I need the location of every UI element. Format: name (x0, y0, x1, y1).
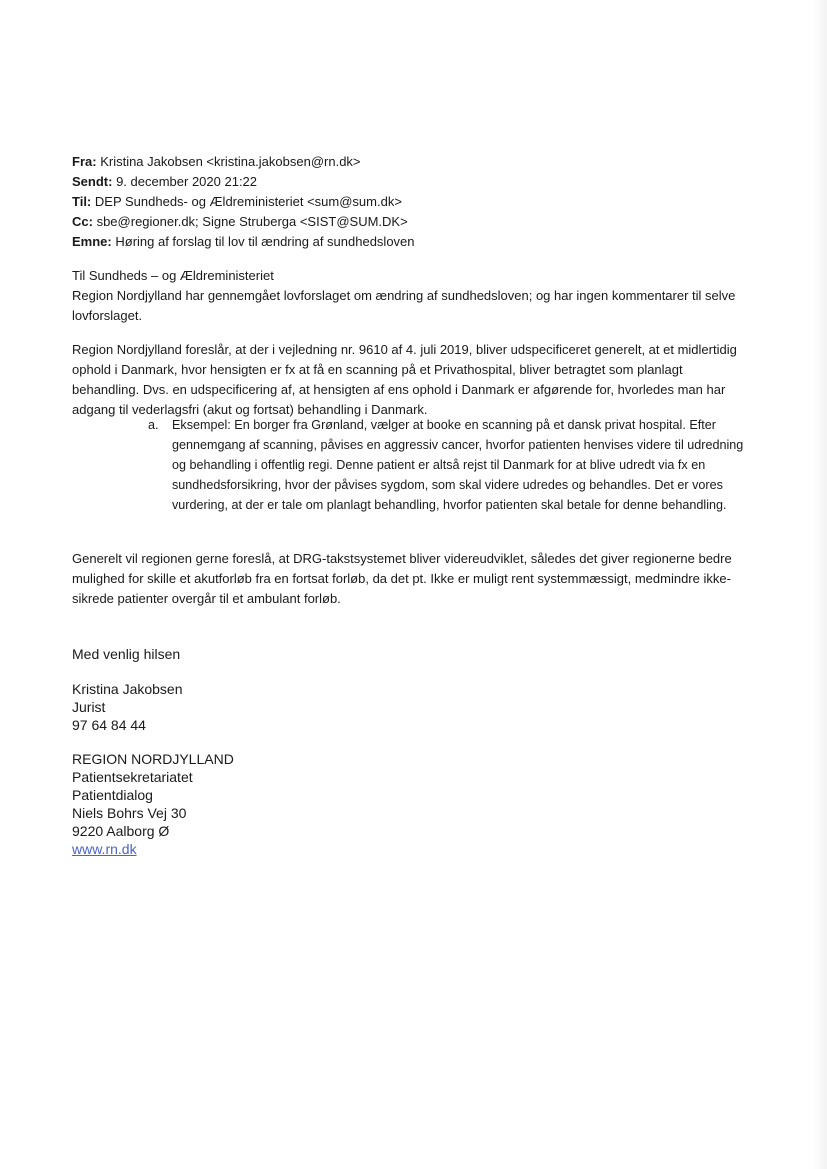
signature-org (72, 750, 234, 858)
sent-value: 9. december 2020 21:22 (116, 174, 258, 189)
scan-edge-shadow (813, 0, 827, 1169)
org-name: REGION NORDJYLLAND (72, 751, 234, 767)
signature-person (72, 680, 183, 734)
list-item (148, 415, 748, 515)
regards: Med venlig hilsen (72, 646, 181, 662)
from-line (72, 152, 415, 172)
to-line (72, 192, 415, 212)
org-city: 9220 Aalborg Ø (72, 823, 170, 839)
cc-line (72, 212, 415, 232)
list-item-text: Eksempel: En borger fra Grønland, vælger at booke en scanning på et dansk privat hospital. Efter gennemgang af scanning, påvises en aggressiv cancer, hvorfor patienten henvises videre til udredning og behandling i offentlig regi. Denne patient er altså rejst til Danmark for at blive udredt via fx en sundhedsforsikring, hvor der påvises sygdom, som skal videre udredes og behandles. Det er vores vurdering, at der er tale om planlagt behandling, hvorfor patienten skal betale for denne behandling. (172, 418, 744, 512)
from-label: Fra: (72, 154, 97, 169)
sent-label: Sendt: (72, 174, 113, 189)
cc-label: Cc: (72, 214, 93, 229)
subject-line (72, 232, 415, 252)
paragraph-1: Region Nordjylland har gennemgået lovforslaget om ændring af sundhedsloven; og har ingen kommentarer til selve lovforslaget. (72, 288, 736, 323)
subject-value: Høring af forslag til lov til ændring af sundhedsloven (115, 234, 415, 249)
list-marker: a. (148, 418, 159, 432)
email-header (72, 152, 415, 252)
paragraph-2: Region Nordjylland foreslår, at der i vejledning nr. 9610 af 4. juli 2019, bliver udspecificeret generelt, at et midlertidig ophold i Danmark, hvor hensigten er fx at få en scanning på et Privathospital, bliver betragtet som planlagt behandling. Dvs. en udspecificering af, at hensigten af ens ophold i Danmark er afgørende for, hvorledes man har adgang til vederlagsfri (akut og fortsat) behandling i Danmark. (72, 342, 737, 417)
org-street: Niels Bohrs Vej 30 (72, 805, 187, 821)
signature-title: Jurist (72, 699, 106, 715)
org-unit: Patientdialog (72, 787, 153, 803)
paragraph-3: Generelt vil regionen gerne foreslå, at DRG-takstsystemet bliver videreudviklet, således det giver regionerne bedre mulighed for skille et akutforløb fra en fortsat forløb, da det pt. Ikke er muligt rent systemmæssigt, medmindre ikke-sikrede patienter overgår til et ambulant forløb. (72, 551, 732, 606)
to-value: DEP Sundheds- og Ældreministeriet <sum@sum.dk> (94, 194, 402, 209)
cc-value: sbe@regioner.dk; Signe Struberga <SIST@SUM.DK> (96, 214, 408, 229)
website-link[interactable]: www.rn.dk (72, 841, 137, 857)
subject-label: Emne: (72, 234, 112, 249)
to-label: Til: (72, 194, 92, 209)
org-dept: Patientsekretariatet (72, 769, 193, 785)
greeting: Til Sundheds – og Ældreministeriet (72, 268, 274, 283)
sent-line (72, 172, 415, 192)
signature-phone: 97 64 84 44 (72, 717, 146, 733)
from-value: Kristina Jakobsen <kristina.jakobsen@rn.dk> (100, 154, 361, 169)
signature-name: Kristina Jakobsen (72, 681, 183, 697)
greeting-block (72, 266, 752, 326)
